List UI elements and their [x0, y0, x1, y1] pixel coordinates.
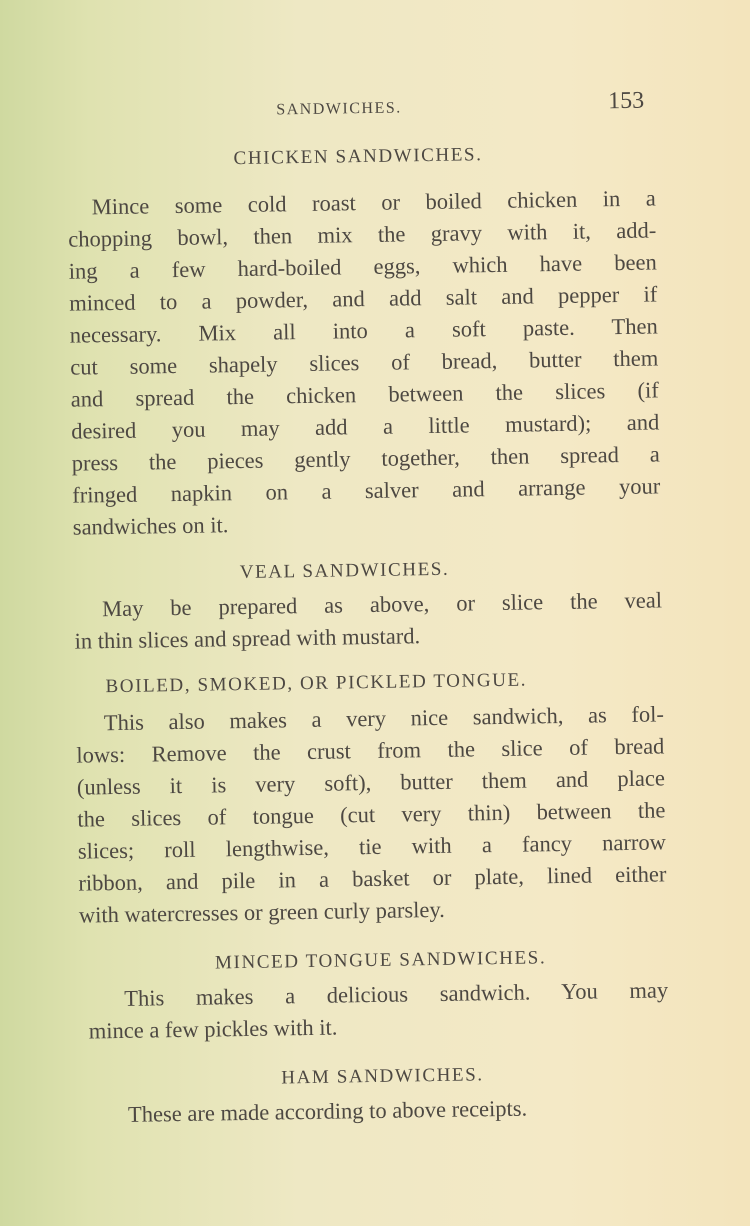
section-title: BOILED, SMOKED, OR PICKLED TONGUE.: [105, 669, 528, 698]
text-line: cut some shapely slices of bread, butter them: [70, 345, 659, 380]
text-line: minced to a powder, and add salt and pepper if: [69, 281, 658, 316]
page-number: 153: [607, 87, 645, 115]
text-line: and spread the chicken between the slices (if: [70, 377, 659, 412]
text-line: chopping bowl, then mix the gravy with it, add-: [68, 217, 657, 252]
section-title: VEAL SANDWICHES.: [239, 558, 450, 584]
text-line: These are made according to above receipts.: [127, 1095, 528, 1127]
text-line: with watercresses or green curly parsley.: [78, 896, 445, 928]
text-line: Mince some cold roast or boiled chicken in a: [91, 185, 656, 220]
text-line: (unless it is very soft), butter them and place: [76, 765, 666, 800]
text-line: fringed napkin on a salver and arrange your: [72, 473, 661, 508]
text-line: This also makes a very nice sandwich, as fol-: [103, 701, 665, 736]
text-line: ribbon, and pile in a basket or plate, lined either: [78, 861, 667, 896]
section-title: CHICKEN SANDWICHES.: [233, 144, 483, 170]
running-title: SANDWICHES.: [276, 99, 402, 119]
text-line: necessary. Mix all into a soft paste. Then: [69, 313, 658, 348]
text-line: press the pieces gently together, then spread a: [71, 441, 660, 476]
text-line: desired you may add a little mustard); and: [71, 409, 660, 444]
text-line: lows: Remove the crust from the slice of bread: [76, 733, 665, 768]
text-line: ing a few hard-boiled eggs, which have been: [68, 249, 657, 284]
text-line: slices; roll lengthwise, tie with a fancy narrow: [77, 829, 667, 864]
section-title: HAM SANDWICHES.: [281, 1064, 484, 1089]
text-line: the slices of tongue (cut very thin) between the: [77, 797, 666, 832]
text-line: This makes a delicious sandwich. You may: [124, 977, 669, 1011]
text-line: sandwiches on it.: [72, 512, 229, 540]
text-line: in thin slices and spread with mustard.: [74, 623, 421, 654]
text-line: May be prepared as above, or slice the veal: [101, 587, 663, 622]
text-line: mince a few pickles with it.: [88, 1014, 338, 1044]
section-title: MINCED TONGUE SANDWICHES.: [214, 947, 547, 974]
